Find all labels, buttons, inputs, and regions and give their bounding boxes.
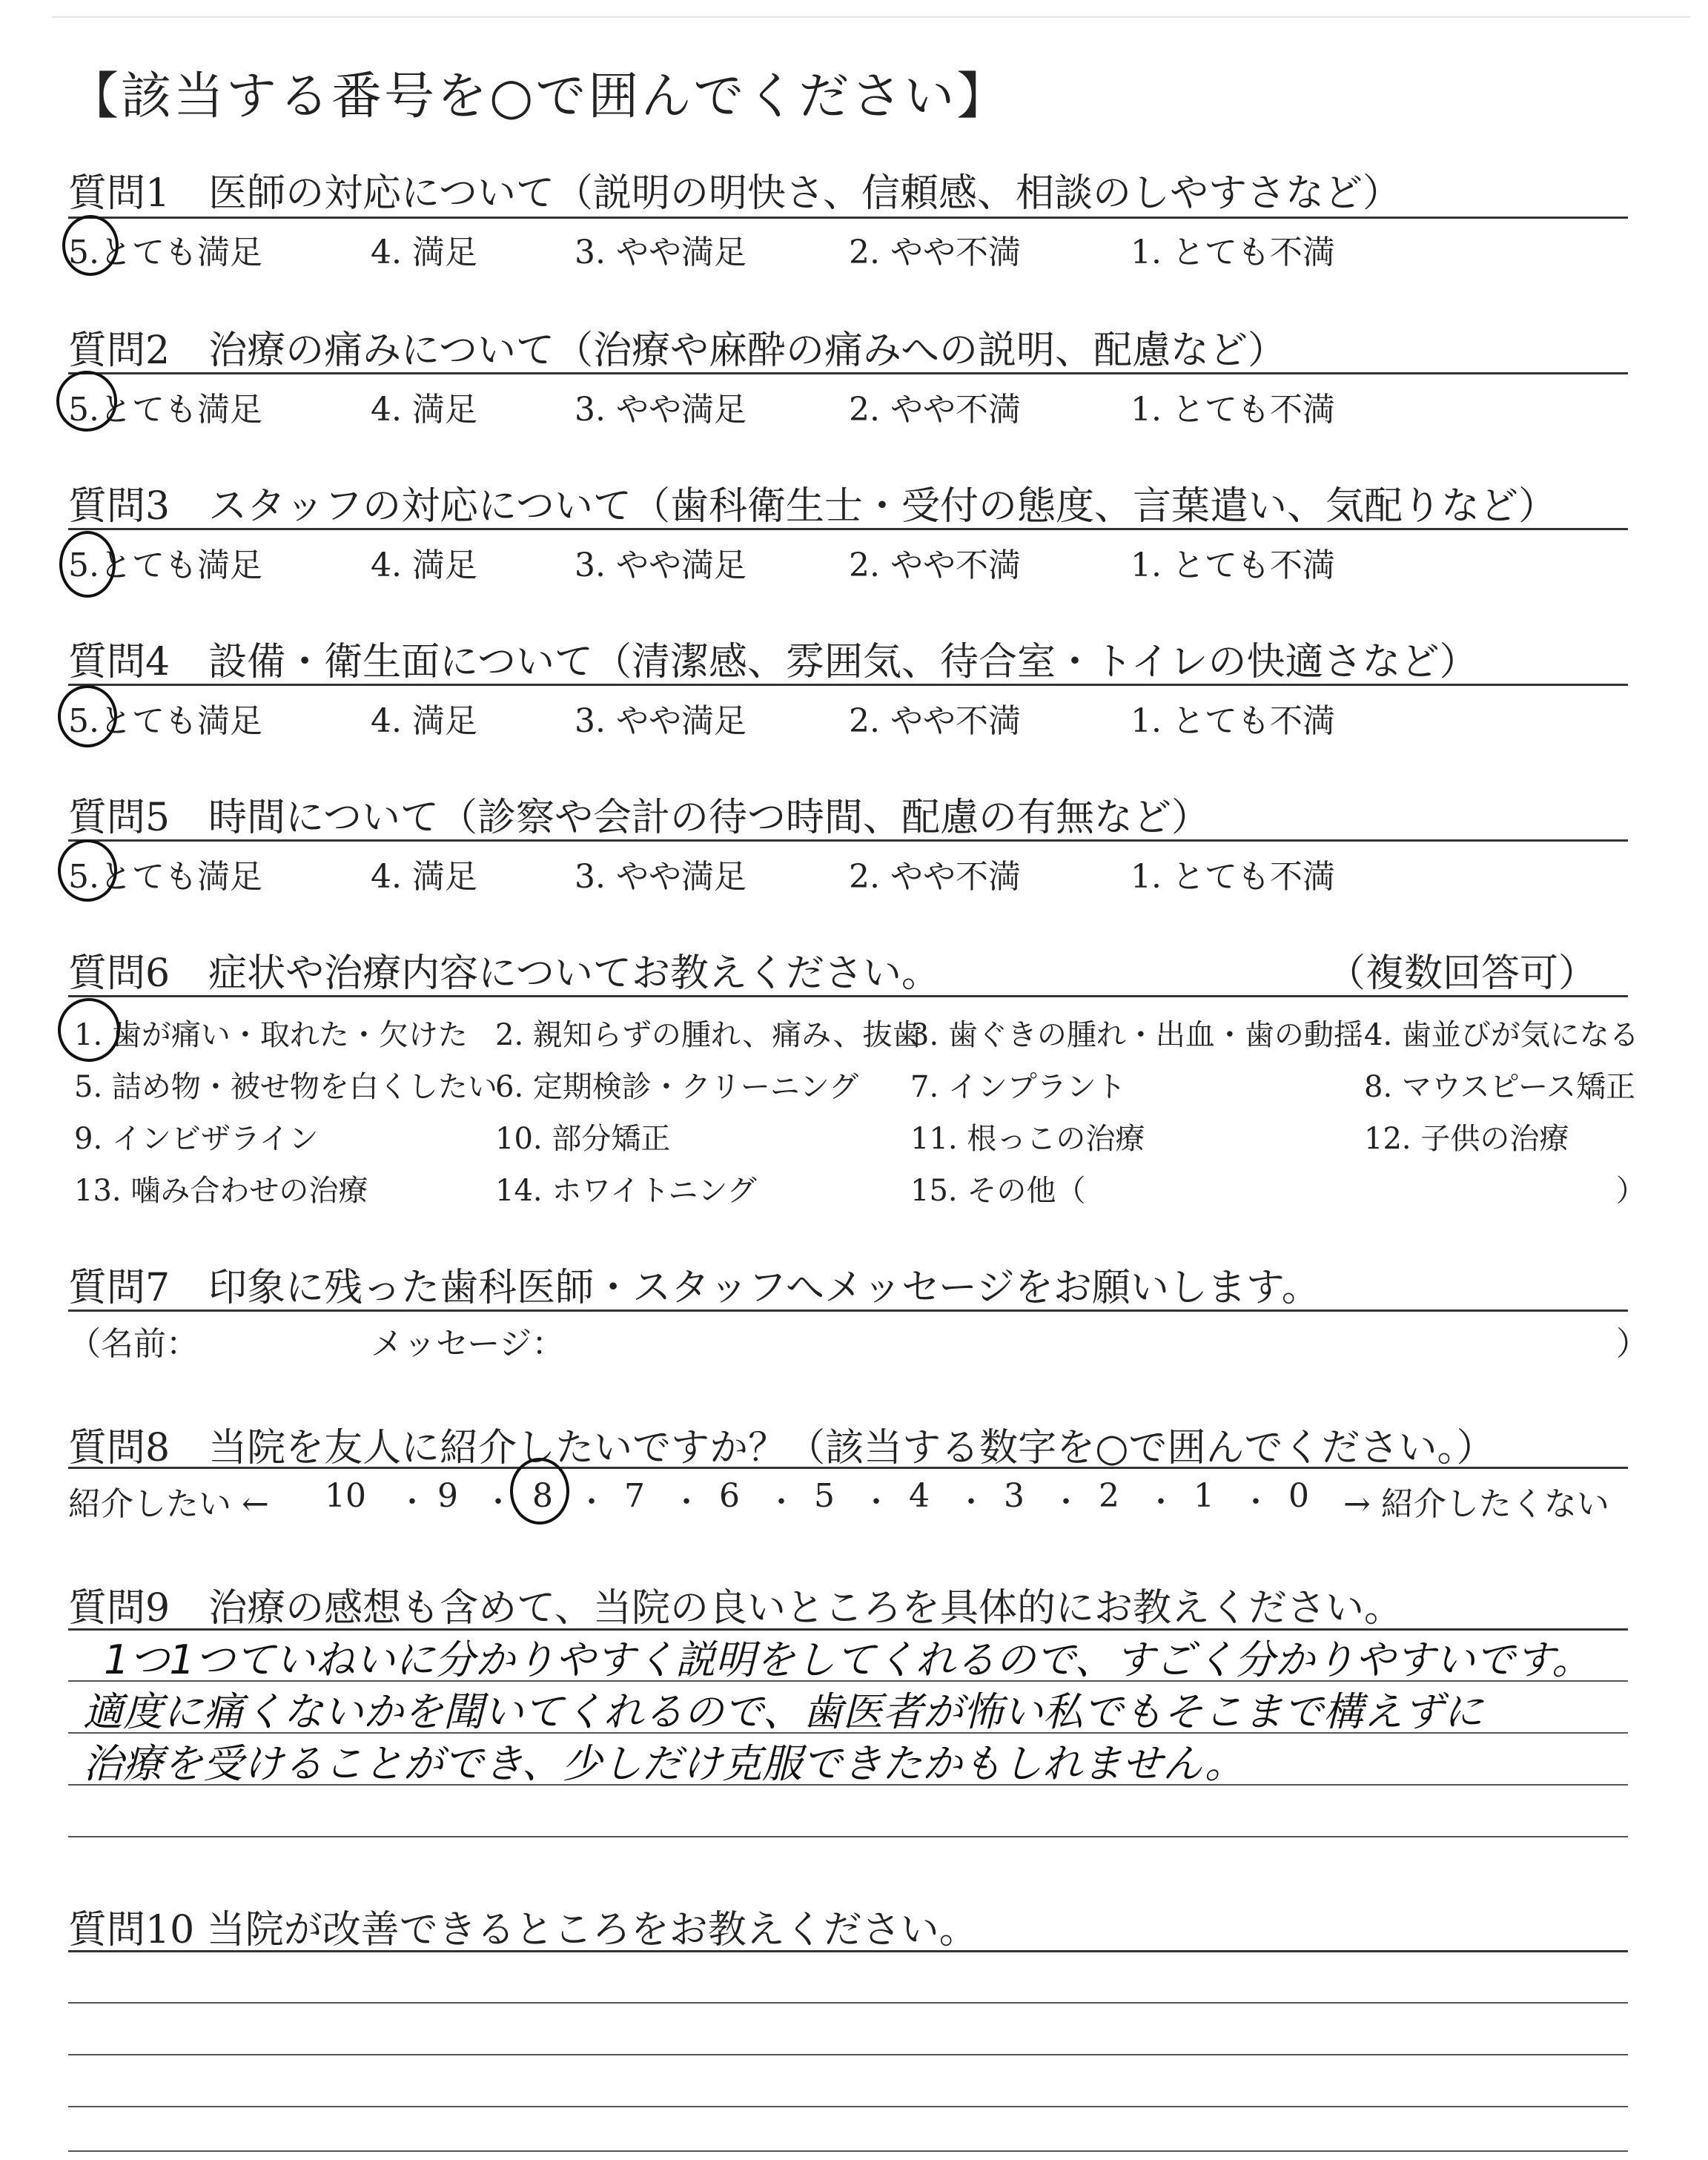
q3-option-3[interactable]: 3. やや満足 (575, 546, 747, 584)
q8-separator: ・ (1241, 1485, 1271, 1519)
q8-separator: ・ (483, 1485, 513, 1519)
question-8-title: 質問8 当院を友人に紹介したいですか？（該当する数字を○で囲んでください。） (68, 1426, 1495, 1470)
q6-other-close: ） (1616, 1174, 1646, 1208)
q6-option-7[interactable]: 7. インプラント (910, 1070, 1126, 1104)
q8-separator: ・ (1051, 1485, 1081, 1519)
q4-option-1[interactable]: 1. とても不満 (1131, 702, 1335, 740)
q10-writing-line (68, 2054, 1628, 2055)
q8-score-9[interactable]: 9 (437, 1477, 458, 1515)
q2-option-2[interactable]: 2. やや不満 (849, 391, 1021, 429)
q1-option-5[interactable]: 5.とても満足 (68, 234, 262, 271)
instruction-header: 【該当する番号を○で囲んでください】 (68, 67, 1010, 126)
q8-left-label: 紹介したい ← (68, 1485, 269, 1523)
q10-writing-line (68, 2002, 1628, 2004)
q6-option-14[interactable]: 14. ホワイトニング (495, 1174, 757, 1208)
q4-option-3[interactable]: 3. やや満足 (575, 702, 747, 740)
question-6-note: （複数回答可） (1326, 951, 1597, 996)
q8-separator: ・ (577, 1485, 606, 1519)
q3-selection-circle (59, 531, 116, 598)
q5-option-4[interactable]: 4. 満足 (371, 858, 477, 896)
question-10-title: 質問10 当院が改善できるところをお教えください。 (68, 1908, 978, 1952)
q2-option-5[interactable]: 5.とても満足 (68, 391, 262, 429)
q6-option-8[interactable]: 8. マウスピース矯正 (1364, 1070, 1636, 1104)
q1-option-2[interactable]: 2. やや不満 (849, 234, 1021, 271)
question-9-title: 質問9 治療の感想も含めて、当院の良いところを具体的にお教えください。 (68, 1586, 1403, 1631)
q6-option-15[interactable]: 15. その他（ (910, 1174, 1086, 1208)
question-1-rule (68, 217, 1628, 219)
q2-option-1[interactable]: 1. とても不満 (1131, 391, 1335, 429)
question-5-title: 質問5 時間について（診察や会計の待つ時間、配慮の有無など） (68, 796, 1211, 840)
q5-option-3[interactable]: 3. やや満足 (575, 858, 747, 896)
question-3-title: 質問3 スタッフの対応について（歯科衛生士・受付の態度、言葉遣い、気配りなど） (68, 484, 1558, 529)
question-4-rule (68, 684, 1628, 686)
q6-option-10[interactable]: 10. 部分矯正 (495, 1122, 671, 1156)
q6-option-9[interactable]: 9. インビザライン (74, 1122, 319, 1156)
q8-separator: ・ (672, 1485, 701, 1519)
q8-separator: ・ (767, 1485, 796, 1519)
top-border (52, 16, 1690, 18)
q6-option-6[interactable]: 6. 定期検診・クリーニング (495, 1070, 859, 1104)
q1-option-4[interactable]: 4. 満足 (371, 234, 477, 271)
q5-option-2[interactable]: 2. やや不満 (849, 858, 1021, 896)
q8-score-10[interactable]: 10 (325, 1477, 366, 1515)
question-5-rule (68, 839, 1628, 842)
question-6-title: 質問6 症状や治療内容についてお教えください。 (68, 951, 941, 996)
q6-option-11[interactable]: 11. 根っこの治療 (910, 1122, 1145, 1156)
q7-name-label: （名前： (68, 1325, 199, 1363)
question-6-rule (68, 995, 1628, 997)
q3-option-5[interactable]: 5.とても満足 (68, 546, 262, 584)
q3-option-1[interactable]: 1. とても不満 (1131, 546, 1335, 584)
question-4-title: 質問4 設備・衛生面について（清潔感、雰囲気、待合室・トイレの快適さなど） (68, 640, 1478, 684)
question-7-rule (68, 1309, 1628, 1312)
q8-score-0[interactable]: 0 (1288, 1477, 1309, 1515)
q8-score-8[interactable]: 8 (532, 1477, 553, 1515)
q1-option-3[interactable]: 3. やや満足 (575, 234, 747, 271)
q6-option-4[interactable]: 4. 歯並びが気になる (1364, 1018, 1639, 1052)
q8-score-6[interactable]: 6 (719, 1477, 740, 1515)
q5-option-5[interactable]: 5.とても満足 (68, 858, 262, 896)
question-2-rule (68, 372, 1628, 374)
q5-selection-circle (58, 839, 117, 902)
q8-score-5[interactable]: 5 (814, 1477, 835, 1515)
q9-writing-line (68, 1784, 1628, 1786)
q8-separator: ・ (397, 1485, 427, 1519)
q2-selection-circle (56, 371, 117, 432)
q8-score-3[interactable]: 3 (1004, 1477, 1025, 1515)
q6-option-3[interactable]: 3. 歯ぐきの腫れ・出血・歯の動揺 (910, 1018, 1363, 1052)
q10-writing-line (68, 2106, 1628, 2107)
q6-option-13[interactable]: 13. 噛み合わせの治療 (74, 1174, 368, 1208)
q4-option-4[interactable]: 4. 満足 (371, 702, 477, 740)
q10-writing-line (68, 2150, 1628, 2152)
q8-selection-circle (510, 1458, 569, 1525)
q1-selection-circle (62, 215, 119, 276)
q8-score-1[interactable]: 1 (1194, 1477, 1214, 1515)
q6-option-12[interactable]: 12. 子供の治療 (1364, 1122, 1569, 1156)
q9-handwritten-line-3: 治療を受けることができ、少しだけ克服できたかもしれません。 (83, 1740, 1245, 1787)
q2-option-4[interactable]: 4. 満足 (371, 391, 477, 429)
q6-option-1[interactable]: 1. 歯が痛い・取れた・欠けた (74, 1018, 468, 1052)
q9-handwritten-line-1: 1つ1つていねいに分かりやすく説明をしてくれるので、すごく分かりやすいです。 (104, 1636, 1592, 1683)
q8-separator: ・ (956, 1485, 986, 1519)
question-8-rule (68, 1467, 1628, 1469)
q6-selection-circle (58, 998, 120, 1062)
q3-option-2[interactable]: 2. やや不満 (849, 546, 1021, 584)
q4-selection-circle (58, 685, 117, 747)
q9-handwritten-line-2: 適度に痛くないかを聞いてくれるので、歯医者が怖い私でもそこまで構えずに (83, 1688, 1483, 1735)
q8-separator: ・ (861, 1485, 891, 1519)
q6-option-5[interactable]: 5. 詰め物・被せ物を白くしたい (74, 1070, 497, 1104)
q4-option-5[interactable]: 5.とても満足 (68, 702, 262, 740)
question-3-rule (68, 528, 1628, 530)
q1-option-1[interactable]: 1. とても不満 (1131, 234, 1335, 271)
q8-score-7[interactable]: 7 (624, 1477, 645, 1515)
question-2-title: 質問2 治療の痛みについて（治療や麻酔の痛みへの説明、配慮など） (68, 328, 1287, 373)
q9-writing-line (68, 1836, 1628, 1837)
q5-option-1[interactable]: 1. とても不満 (1131, 858, 1335, 896)
q8-separator: ・ (1146, 1485, 1176, 1519)
q3-option-4[interactable]: 4. 満足 (371, 546, 477, 584)
question-7-title: 質問7 印象に残った歯科医師・スタッフへメッセージをお願いします。 (68, 1266, 1320, 1310)
q8-score-4[interactable]: 4 (909, 1477, 930, 1515)
question-10-rule (68, 1950, 1628, 1952)
question-1-title: 質問1 医師の対応について（説明の明快さ、信頼感、相談のしやすさなど） (68, 171, 1401, 216)
q8-score-2[interactable]: 2 (1099, 1477, 1119, 1515)
q8-right-label: → 紹介したくない (1343, 1485, 1609, 1523)
q7-message-label: メッセージ： (371, 1325, 565, 1363)
q2-option-3[interactable]: 3. やや満足 (575, 391, 747, 429)
q4-option-2[interactable]: 2. やや不満 (849, 702, 1021, 740)
q7-close-paren: ） (1616, 1325, 1649, 1363)
q6-option-2[interactable]: 2. 親知らずの腫れ、痛み、抜歯 (495, 1018, 922, 1052)
